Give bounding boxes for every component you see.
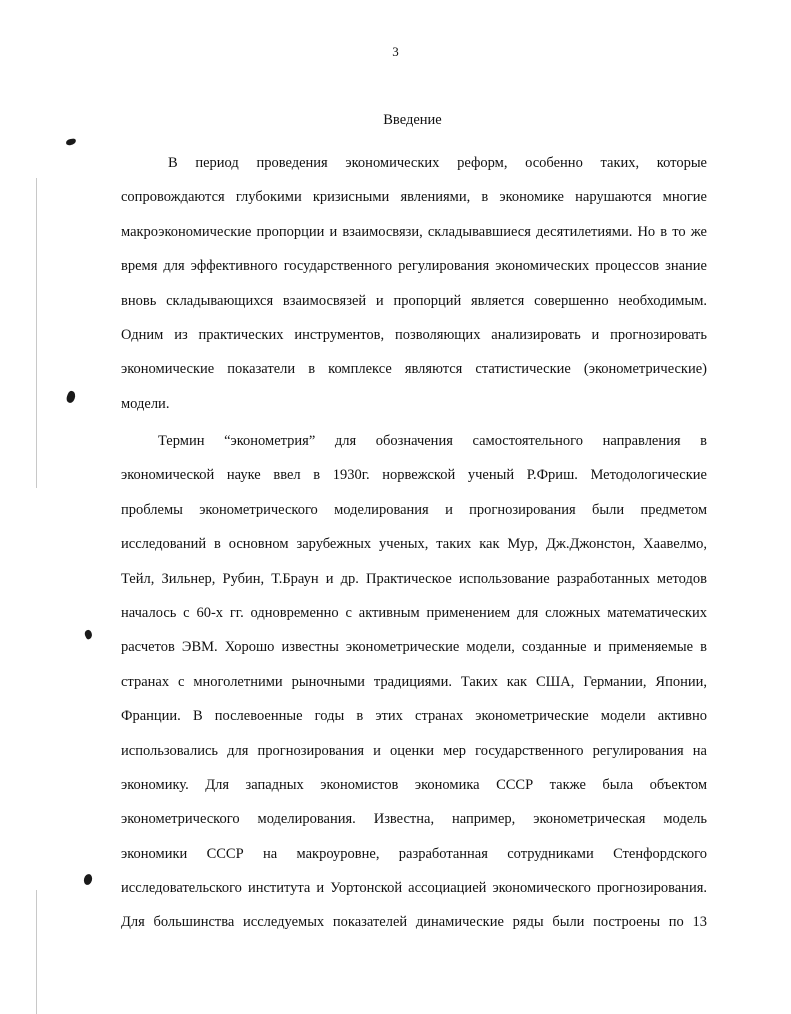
margin-line-upper: [36, 178, 37, 488]
paragraph-line: экономической науке ввел в 1930г. норвежской ученый Р.Фриш. Методологические: [121, 467, 707, 484]
paragraph-line: модели.: [121, 395, 170, 412]
paragraph-line: экономики СССР на макроуровне, разработанная сотрудниками Стенфордского: [121, 845, 707, 862]
paragraph-line: время для эффективного государственного регулирования экономических процессов знание: [121, 258, 707, 275]
paragraph-line: эконометрического моделирования. Известна, например, эконометрическая модель: [121, 811, 707, 828]
paragraph-line: экономику. Для западных экономистов экономика СССР также была объектом: [121, 776, 707, 793]
scan-mark-2: [65, 390, 77, 404]
margin-line-lower: [36, 890, 37, 1014]
paragraph-line: сопровождаются глубокими кризисными явлениями, в экономике нарушаются многие: [121, 189, 707, 206]
paragraph-line: Франции. В послевоенные годы в этих странах эконометрические модели активно: [121, 708, 707, 725]
scan-mark-1: [66, 138, 77, 146]
paragraph-line: экономические показатели в комплексе являются статистические (эконометрические): [121, 361, 707, 378]
paragraph-line: Для большинства исследуемых показателей динамические ряды были построены по 13: [121, 914, 707, 931]
scan-mark-3: [83, 629, 93, 640]
paragraph-intro: [121, 146, 707, 421]
page-title: Введение: [383, 112, 442, 128]
paragraph-line: исследований в основном зарубежных ученых, таких как Мур, Дж.Джонстон, Хаавелмо,: [121, 536, 707, 553]
paragraph-line: расчетов ЭВМ. Хорошо известны эконометрические модели, созданные и применяемые в: [121, 639, 707, 656]
paragraph-line: макроэкономические пропорции и взаимосвязи, складывавшиеся десятилетиями. Но в то же: [121, 223, 707, 240]
paragraph-line: использовались для прогнозирования и оценки мер государственного регулирования на: [121, 742, 707, 759]
paragraph-econometrics: [121, 424, 707, 940]
paragraph-line: вновь складывающихся взаимосвязей и пропорций является совершенно необходимым.: [121, 292, 707, 309]
paragraph-line: Одним из практических инструментов, позволяющих анализировать и прогнозировать: [121, 326, 707, 343]
paragraph-line: Термин “эконометрия” для обозначения самостоятельного направления в: [158, 433, 707, 449]
scan-mark-4: [83, 873, 94, 886]
paragraph-line: странах с многолетними рыночными традициями. Таких как США, Германии, Японии,: [121, 673, 707, 690]
paragraph-line: Тейл, Зильнер, Рубин, Т.Браун и др. Практическое использование разработанных методов: [121, 570, 707, 587]
page-number: 3: [392, 44, 399, 59]
paragraph-line: началось с 60-х гг. одновременно с активным применением для сложных математических: [121, 604, 707, 621]
paragraph-line: исследовательского института и Уортонской ассоциацией экономического прогнозирования.: [121, 880, 707, 897]
paragraph-line: проблемы эконометрического моделирования и прогнозирования были предметом: [121, 501, 707, 518]
paragraph-line: В период проведения экономических реформ, особенно таких, которые: [168, 155, 707, 171]
